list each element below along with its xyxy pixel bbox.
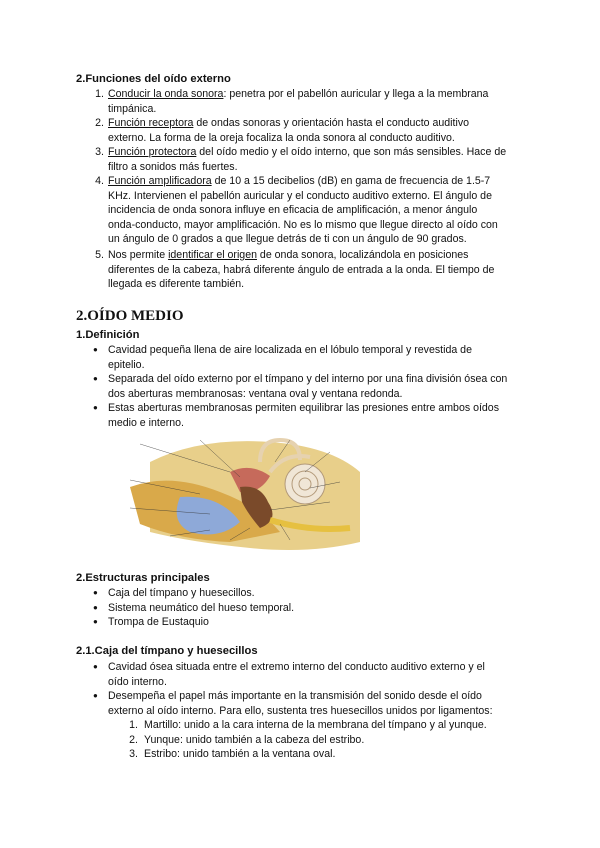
text-line: incidencia de onda sonora influye en eficacia de amplificación, a menor ángulo — [108, 204, 478, 217]
huesecillo-item: Estribo: unido también a la ventana oval. — [144, 748, 336, 760]
middle-ear-illustration — [110, 432, 370, 558]
term: Función receptora — [108, 117, 194, 129]
text-line: llegada es diferente también. — [108, 278, 245, 291]
bullet-icon: ● — [93, 403, 98, 412]
bullet-icon: ● — [93, 345, 98, 354]
list-number: 1. — [95, 88, 104, 100]
bullet-item — [108, 689, 518, 718]
list-item-5 — [108, 248, 518, 292]
bullet-item — [108, 343, 518, 372]
list-item-4 — [108, 174, 518, 247]
list-item-1 — [108, 87, 518, 116]
text-pre: Nos permite — [108, 249, 169, 261]
bullet-item: Caja del tímpano y huesecillos. — [108, 587, 255, 599]
list-number: 2. — [129, 734, 138, 746]
text-line: de 10 a 15 decibelios (dB) en gama de frecuencia de 1.5-7 — [211, 175, 491, 187]
text-line: externo. La forma de la oreja focaliza la onda sonora al conducto auditivo. — [108, 131, 455, 144]
text-line: timpánica. — [108, 102, 157, 115]
bullet-item — [108, 660, 518, 689]
list-number: 4. — [95, 175, 104, 187]
text-line: KHz. Intervienen el pabellón auricular y el conducto auditivo externo. El ángulo de — [108, 189, 492, 202]
huesecillo-item: Yunque: unido también a la cabeza del estribo. — [144, 734, 365, 746]
term: Función protectora — [108, 146, 197, 158]
text-line: Separada del oído externo por el tímpano y del interno por una fina división ósea con — [108, 373, 508, 385]
section-heading-caja: 2.1.Caja del tímpano y huesecillos — [76, 645, 258, 657]
text-line: : penetra por el pabellón auricular y llega a la membrana — [223, 88, 489, 100]
text-line: de ondas sonoras y orientación hasta el conducto auditivo — [193, 117, 470, 129]
text-line: medio e interno. — [108, 416, 184, 429]
bullet-icon: ● — [93, 662, 98, 671]
text-line: dos aberturas membranosas: ventana oval y ventana redonda. — [108, 387, 403, 400]
text-line: Cavidad ósea situada entre el extremo interno del conducto auditivo externo y el — [108, 661, 485, 673]
bullet-icon: ● — [93, 374, 98, 383]
list-number: 2. — [95, 117, 104, 129]
list-number: 3. — [95, 146, 104, 158]
text-line: onda-conducto, mayor amplificación. No es lo mismo que llegue directo al oído con — [108, 218, 498, 231]
text-line: del oído medio y el oído interno, que son más sensibles. Hace de — [196, 146, 507, 158]
bullet-item — [108, 372, 518, 401]
bullet-icon: ● — [93, 603, 98, 612]
bullet-item — [108, 401, 518, 430]
bullet-item: Trompa de Eustaquio — [108, 616, 209, 628]
list-number: 1. — [129, 719, 138, 731]
bullet-icon: ● — [93, 588, 98, 597]
list-item-2 — [108, 116, 518, 145]
text-line: filtro a sonidos más fuertes. — [108, 160, 238, 173]
term: Función amplificadora — [108, 175, 212, 187]
text-line: de onda sonora, localizándola en posiciones — [256, 249, 469, 261]
text-line: externo al oído interno. Para ello, sustenta tres huesecillos unidos por ligamentos: — [108, 704, 493, 717]
text-line: Cavidad pequeña llena de aire localizada en el lóbulo temporal y revestida de — [108, 344, 472, 356]
huesecillo-item: Martillo: unido a la cara interna de la membrana del tímpano y al yunque. — [144, 719, 487, 731]
bullet-item: Sistema neumático del hueso temporal. — [108, 602, 295, 614]
text-line: Desempeña el papel más importante en la transmisión del sonido desde el oído — [108, 690, 482, 702]
text-line: un ángulo de 0 grados a que llegue detrás de ti con un ángulo de 90 grados. — [108, 233, 467, 246]
list-number: 3. — [129, 748, 138, 760]
section-title-oido-medio: 2.OÍDO MEDIO — [76, 308, 184, 324]
section-heading-definicion: 1.Definición — [76, 329, 140, 341]
section-heading-funciones: 2.Funciones del oído externo — [76, 73, 231, 85]
bullet-icon: ● — [93, 617, 98, 626]
section-heading-estructuras: 2.Estructuras principales — [76, 572, 210, 584]
term: identificar el origen — [168, 249, 257, 261]
text-line: oído interno. — [108, 675, 167, 688]
list-item-3 — [108, 145, 518, 174]
term: Conducir la onda sonora — [108, 88, 224, 100]
text-line: epitelio. — [108, 358, 145, 371]
text-line: diferentes de la cabeza, habrá diferente ángulo de entrada a la onda. El tiempo de — [108, 263, 495, 276]
text-line: Estas aberturas membranosas permiten equilibrar las presiones entre ambos oídos — [108, 402, 499, 414]
list-number: 5. — [95, 249, 104, 261]
bullet-icon: ● — [93, 691, 98, 700]
